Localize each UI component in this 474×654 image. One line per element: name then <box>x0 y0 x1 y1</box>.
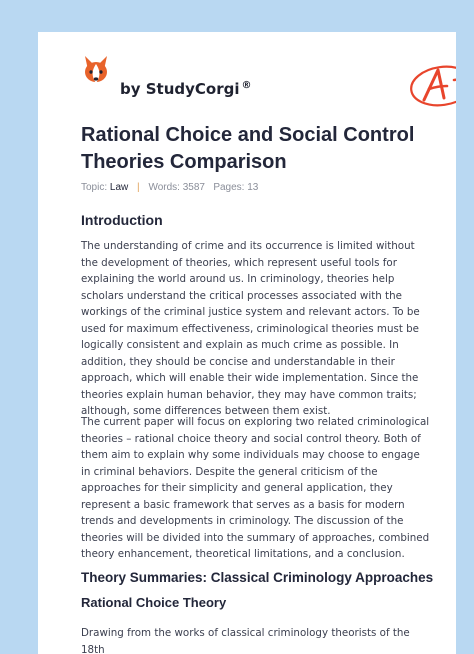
paragraph: The current paper will focus on exploring two related criminological theories – rational choice theory and social control theory. Both of them aim to explain why some individuals may choose to engage in criminal behaviors. Despite the general criticism of the approaches for their simplicity and general application, they represent a basic framework that serves as a basis for modern trends and developments in criminology. The discussion of the theories will be divided into the summary of approaches, combined theory enhancement, theoretical limitations, and a conclusion. <box>81 416 430 560</box>
meta-separator: | <box>137 182 140 193</box>
section-heading-theory-summaries: Theory Summaries: Classical Criminology Approaches <box>81 570 434 585</box>
subheading-rational-choice-theory: Rational Choice Theory <box>81 595 227 610</box>
topic-link[interactable]: Law <box>109 182 129 193</box>
words-label: Words: <box>148 182 180 193</box>
section-heading-introduction: Introduction <box>81 212 163 228</box>
brand-name[interactable] <box>120 80 252 98</box>
registered-mark: ® <box>241 80 252 91</box>
page-title: Rational Choice and Social Control Theories Comparison <box>81 124 415 173</box>
document-meta <box>81 182 431 193</box>
brand-text: by StudyCorgi <box>120 80 240 98</box>
pages-count: 13 <box>247 182 259 193</box>
pages-label: Pages: <box>213 182 245 193</box>
a-plus-grade-icon <box>408 62 456 108</box>
document-page <box>38 32 456 654</box>
header <box>82 50 452 112</box>
words-count: 3587 <box>182 182 205 193</box>
corgi-logo-icon[interactable] <box>82 54 110 88</box>
paragraph: Drawing from the works of classical criminology theorists of the 18th <box>81 627 410 654</box>
paragraph: The understanding of crime and its occurrence is limited without the development of theories, which represent useful tools for explaining the world around us. In criminology, theories help scholars understand the critical processes associated with the workings of the criminal justice system and relevant actors. To be used for maximum effectiveness, criminological theories must be logically consistent and explain as much crime as possible. In addition, they should be concise and understandable in their approach, which will enable their wide implementation. Since the theories explain human behavior, they may have common traits; although, some differences between them exist. <box>81 240 420 417</box>
topic-label: Topic: <box>81 182 108 193</box>
